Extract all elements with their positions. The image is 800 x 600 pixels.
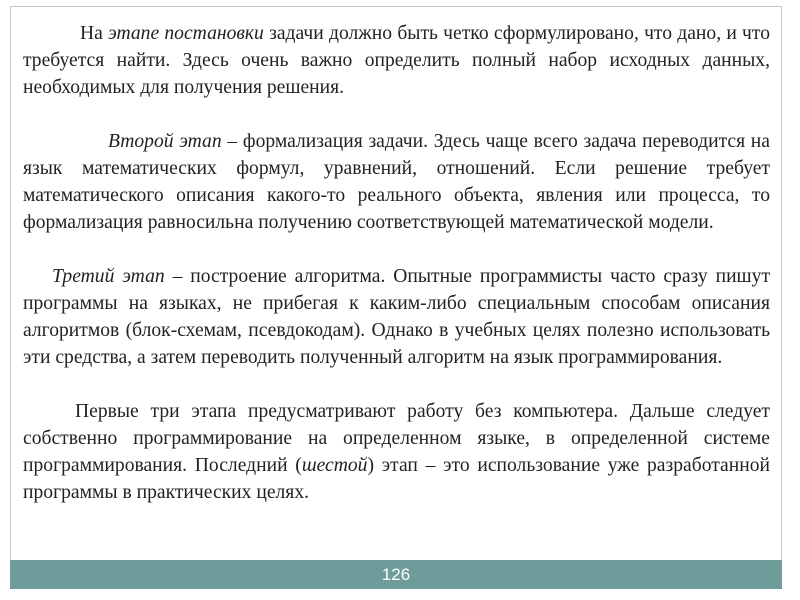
paragraph-text: – формализация задачи. Здесь чаще всего задача переводится на язык математических формул, уравнений, отношений. Если решение требует математического описания какого-то реального объекта, явления или процесса, то формализация равносильна получению соответствующей математической модели. bbox=[23, 131, 770, 233]
paragraph-problem-statement bbox=[23, 20, 770, 101]
emphasized-term: Второй этап bbox=[108, 131, 222, 152]
paragraph-text: задачи должно быть четко сформулировано, что дано, и что требуется найти. Здесь очень важно определить полный набор исходных данных, необходимых для получения решения. bbox=[23, 23, 771, 98]
paragraph-programming bbox=[23, 398, 770, 506]
paragraph-algorithm bbox=[23, 263, 770, 371]
paragraph-lead-text: На bbox=[80, 23, 109, 44]
slide-body bbox=[23, 20, 770, 506]
emphasized-term: Третий этап bbox=[52, 266, 165, 287]
page-number: 126 bbox=[381, 565, 411, 584]
emphasized-term: этапе постановки bbox=[108, 23, 264, 44]
paragraph-text: – построение алгоритма. Опытные программисты часто сразу пишут программы на языках, не прибегая к каким-либо специальным способам описания алгоритмов (блок-схемам, псевдокодам). Однако в учебных целях полезно использовать эти средства, а затем переводить полученный алгоритм на язык программирования. bbox=[23, 266, 771, 368]
paragraph-lead-text: Первые три этапа предусматривают работу без компьютера. Дальше следует собственно программирование на определенном языке, в определенной системе программирования. Последний ( bbox=[23, 401, 770, 476]
paragraph-formalization bbox=[23, 128, 770, 236]
emphasized-term: шестой bbox=[301, 455, 368, 476]
footer-bar bbox=[10, 560, 782, 589]
paragraph-text: ) этап – это использование уже разработанной программы в практических целях. bbox=[23, 455, 771, 503]
